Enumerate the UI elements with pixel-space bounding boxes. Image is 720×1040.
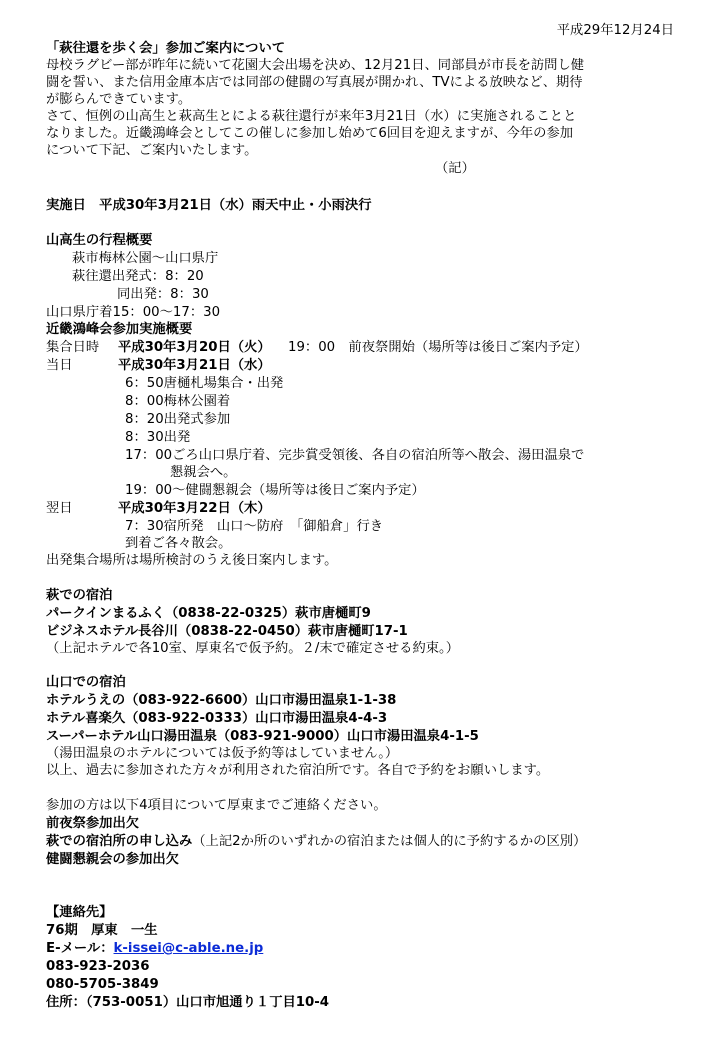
gather-rest: 19：00 前夜祭開始（場所等は後日ご案内予定） (288, 340, 588, 355)
kinki-outline-heading: 近畿鴻峰会参加実施概要 (46, 322, 193, 337)
day-item: 6：50唐樋札場集合・出発 (125, 376, 284, 391)
day-item: 19：00～健闘懇親会（場所等は後日ご案内予定） (125, 483, 425, 498)
next-item: 7：30宿所発 山口～防府 「御船倉」行き (125, 519, 384, 534)
day-item: 8：00梅林公園着 (125, 394, 231, 409)
day-item: 17：00ごろ山口県庁着、完歩賞受領後、各自の宿泊所等へ散会、湯田温泉で (125, 448, 585, 463)
yamaguchi-hotel: スーパーホテル山口湯田温泉（083-921-9000）山口市湯田温泉4-1-5 (46, 729, 479, 744)
day-item: 懇親会へ。 (170, 465, 237, 480)
event-date: 実施日 平成30年3月21日（水）雨天中止・小雨決行 (46, 198, 372, 213)
hagi-lodging-heading: 萩での宿泊 (46, 588, 113, 603)
intro-line: について下記、ご案内いたします。 (46, 143, 258, 158)
contact-phone: 083-923-2036 (46, 959, 150, 974)
next-date: 平成30年3月22日（木） (118, 501, 271, 516)
contact-request-item: 萩での宿泊所の申し込み (46, 834, 193, 849)
document-date: 平成29年12月24日 (556, 23, 674, 38)
contact-request-line: 参加の方は以下4項目について厚東までご連絡ください。 (46, 798, 387, 813)
route: 萩市梅林公園～山口県庁 (72, 251, 219, 266)
ki-label: （記） (435, 161, 475, 176)
contact-email-row (46, 940, 263, 957)
gather-date: 平成30年3月20日（火） (118, 340, 271, 355)
email-label: E-メール： (46, 941, 114, 956)
hagi-hotel: パークインまるふく（0838-22-0325）萩市唐樋町9 (46, 606, 371, 621)
day-label: 当日 (46, 358, 73, 373)
contact-heading: 【連絡先】 (46, 905, 113, 920)
depart-time: 同出発：8：30 (117, 287, 209, 302)
yamaguchi-note: 以上、過去に参加された方々が利用された宿泊所です。各自で予約をお願いします。 (46, 763, 550, 778)
arrive-time: 山口県庁着15：00～17：30 (46, 305, 221, 320)
contact-request-item: 健闘懇親会の参加出欠 (46, 852, 179, 867)
intro-line: 母校ラグビー部が昨年に続いて花園大会出場を決め、12月21日、同部員が市長を訪問し健 (46, 58, 585, 73)
day-item: 8：30出発 (125, 430, 191, 445)
hagi-note: （上記ホテルで各10室、厚東名で仮予約。２/末で確定させる約束。） (46, 641, 459, 656)
intro-title: 「萩往還を歩く会」参加ご案内について (46, 41, 286, 56)
contact-name: 76期 厚東 一生 (46, 923, 158, 938)
contact-request-item-note: （上記2か所のいずれかの宿泊または個人的に予約するかの区別） (192, 834, 587, 849)
yamaguchi-hotel: ホテルうえの（083-922-6600）山口市湯田温泉1-1-38 (46, 693, 397, 708)
hagi-hotel: ビジネスホテル長谷川（0838-22-0450）萩市唐樋町17-1 (46, 624, 408, 639)
yamaguchi-note: （湯田温泉のホテルについては仮予約等はしていません。） (46, 746, 399, 761)
next-item: 到着ご各々散会。 (125, 536, 232, 551)
contact-address: 住所：（753-0051）山口市旭通り１丁目10-4 (46, 995, 330, 1010)
intro-line: さて、恒例の山高生と萩高生とによる萩往還行が来年3月21日（水）に実施されることと (46, 109, 577, 124)
gather-note: 出発集合場所は場所検討のうえ後日案内します。 (46, 553, 338, 568)
next-label: 翌日 (46, 501, 73, 516)
gather-label: 集合日時 (46, 340, 100, 355)
intro-line: が膨らんできています。 (46, 92, 192, 107)
contact-phone: 080-5705-3849 (46, 977, 159, 992)
day-item: 8：20出発式参加 (125, 412, 231, 427)
email-link[interactable]: k-issei@c-able.ne.jp (113, 941, 264, 956)
yamaguchi-lodging-heading: 山口での宿泊 (46, 675, 126, 690)
contact-request-item: 前夜祭参加出欠 (46, 816, 140, 831)
start-ceremony: 萩往還出発式：8：20 (72, 269, 204, 284)
intro-line: なりました。近畿鴻峰会としてこの催しに参加し始めて6回目を迎えますが、今年の参加 (46, 126, 574, 141)
yamaguchi-outline-heading: 山高生の行程概要 (46, 233, 153, 248)
yamaguchi-hotel: ホテル喜楽久（083-922-0333）山口市湯田温泉4-4-3 (46, 711, 388, 726)
day-date: 平成30年3月21日（水） (118, 358, 271, 373)
contact-request-item-row (46, 833, 586, 850)
intro-line: 闘を誓い、また信用金庫本店では同部の健闘の写真展が開かれ、TVによる放映など、期待 (46, 75, 583, 90)
